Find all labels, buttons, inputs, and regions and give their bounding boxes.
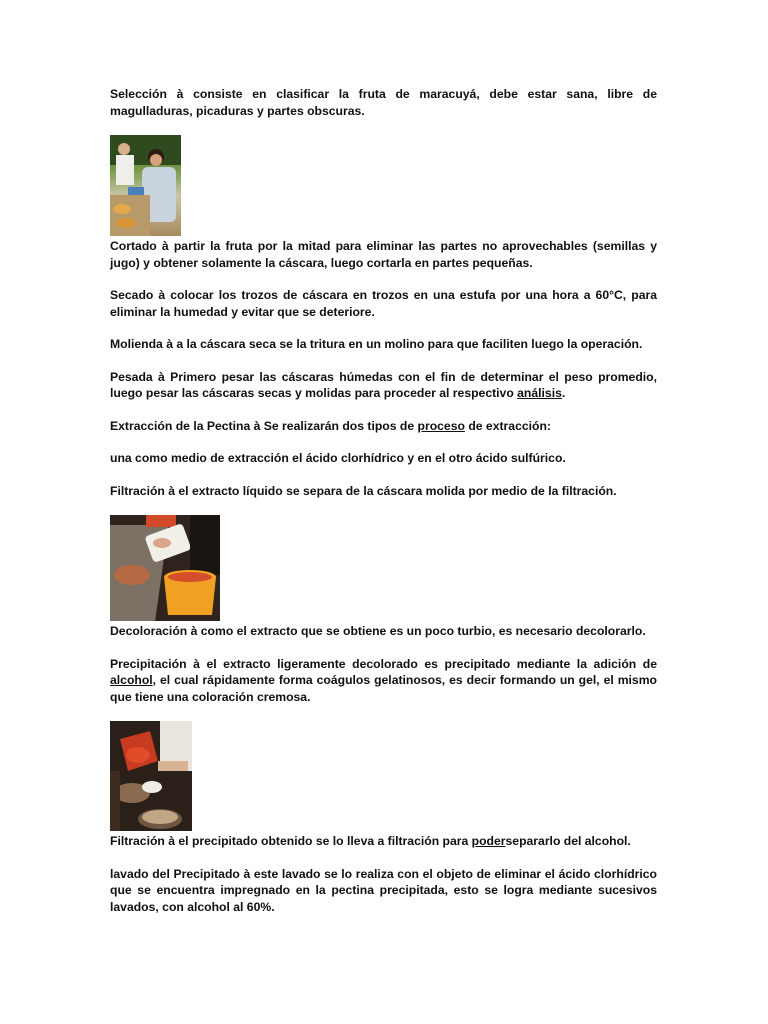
- filtracion2-text: Filtración à el precipitado obtenido se lo lleva a filtración para: [110, 834, 472, 848]
- precipitacion-end: , el cual rápidamente forma coágulos gelatinosos, es decir formando un gel, el mismo que tiene una coloración cremosa.: [110, 673, 657, 704]
- extraccion-text: Extracción de la Pectina à Se realizarán dos tipos de: [110, 418, 418, 433]
- paragraph-pesada: [110, 369, 657, 402]
- paragraph-secado: Secado à colocar los trozos de cáscara en trozos en una estufa por una hora a 60°C, para eliminar la humedad y evitar que se deteriore.: [110, 288, 657, 319]
- precipitation-photo: [110, 721, 192, 831]
- link-poder[interactable]: poder: [471, 834, 506, 848]
- paragraph-lavado: lavado del Precipitado à este lavado se lo realiza con el objeto de eliminar el ácido clorhídrico que se encuentra impregnado en la pectina precipitada, esto se logra mediante sucesivos lavados, con alcohol al 60%.: [110, 866, 657, 914]
- paragraph-precipitacion: [110, 656, 657, 706]
- filtracion2-end: separarlo del alcohol.: [505, 834, 631, 848]
- extraccion-end: de extracción:: [464, 418, 551, 433]
- paragraph-filtracion-precipitado: [110, 833, 657, 850]
- link-analisis[interactable]: análisis: [517, 386, 562, 400]
- paragraph-decoloracion: Decoloración à como el extracto que se obtiene es un poco turbio, es necesario decolorarlo.: [110, 624, 646, 638]
- pesada-end: .: [561, 386, 566, 400]
- paragraph-molienda: Molienda à a la cáscara seca se la tritura en un molino para que faciliten luego la operación.: [110, 337, 643, 351]
- paragraph-cortado: Cortado à partir la fruta por la mitad para eliminar las partes no aprovechables (semillas y jugo) y obtener solamente la cáscara, luego cortarla en partes pequeñas.: [110, 239, 657, 270]
- paragraph-extraccion: [110, 418, 657, 435]
- paragraph-seleccion: Selección à consiste en clasificar la fruta de maracuyá, debe estar sana, libre de magulladuras, picaduras y partes obscuras.: [110, 87, 657, 118]
- pesada-text: Pesada à Primero pesar las cáscaras húmedas con el fin de determinar el peso promedio, luego pesar las cáscaras secas y molidas para proceder al respectivo: [110, 369, 657, 400]
- link-proceso[interactable]: proceso: [417, 418, 465, 433]
- paragraph-medio-extraccion: una como medio de extracción el ácido clorhídrico y en el otro ácido sulfúrico.: [110, 451, 566, 465]
- filtration-photo: [110, 515, 220, 621]
- document-body: [110, 86, 657, 915]
- paragraph-filtracion: Filtración à el extracto líquido se separa de la cáscara molida por medio de la filtración.: [110, 483, 617, 498]
- lab-workers-photo: [110, 135, 181, 236]
- link-alcohol[interactable]: alcohol: [110, 673, 153, 687]
- precipitacion-text: Precipitación à el extracto ligeramente decolorado es precipitado mediante la adición de: [110, 656, 657, 671]
